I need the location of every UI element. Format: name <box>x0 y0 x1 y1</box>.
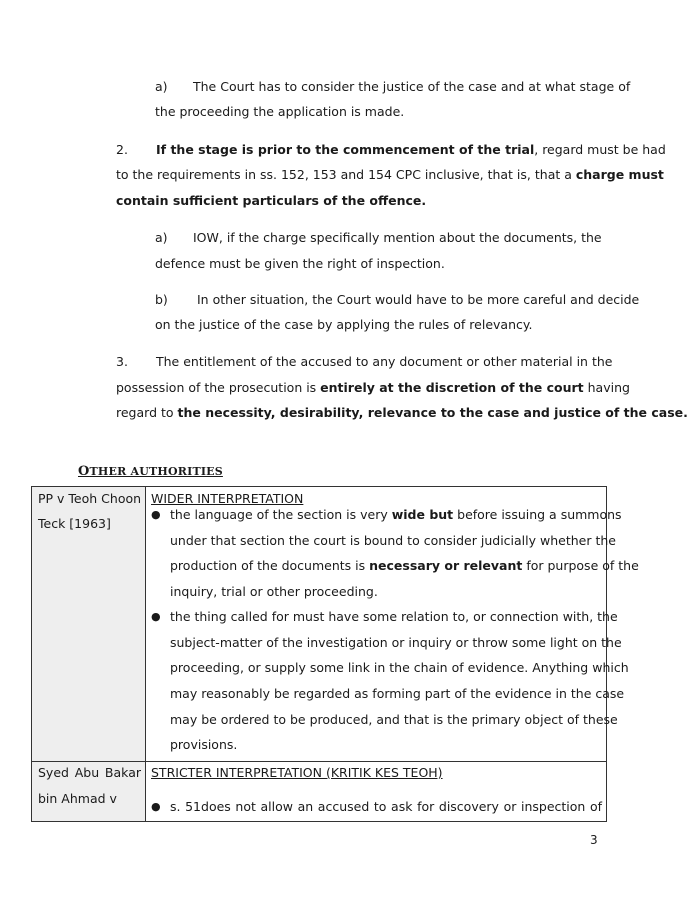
wider-b1-line3 <box>170 558 639 574</box>
wider-b1-line4: inquiry, trial or other proceeding. <box>170 584 378 599</box>
page-number: 3 <box>590 833 598 847</box>
case-syed-line1: Syed Abu Bakar <box>38 765 141 780</box>
wider-b2-line1: the thing called for must have some relation to, or connection with, the <box>170 609 618 624</box>
stricter-b1-line1: s. 51does not allow an accused to ask for discovery or inspection of <box>170 799 602 814</box>
point3-line2 <box>116 380 630 396</box>
point2-number: 2. <box>116 142 128 157</box>
case-teoh-line1: PP v Teoh Choon <box>38 491 142 506</box>
bullet-icon: ● <box>151 508 161 521</box>
para-a-line1: The Court has to consider the justice of the case and at what stage of <box>193 79 631 94</box>
point2-line3 <box>116 193 426 209</box>
wider-interpretation-title: WIDER INTERPRETATION <box>151 491 304 506</box>
other-authorities-heading <box>78 464 223 479</box>
point2-line3-bold: contain sufficient particulars of the offence. <box>116 193 427 208</box>
wider-b2-line4: may reasonably be regarded as forming part of the evidence in the case <box>170 686 625 701</box>
interpretation-cell-wider <box>146 487 639 762</box>
case-cell-teoh <box>32 487 146 762</box>
table-row <box>32 487 607 762</box>
wider-b1-l3-a: production of the documents is <box>170 558 370 573</box>
marker-2b: b) <box>155 292 168 307</box>
interpretation-cell-stricter <box>146 762 607 822</box>
point2-line2-text: to the requirements in ss. 152, 153 and 154 CPC inclusive, that is, that a <box>116 167 576 182</box>
bullet-icon: ● <box>151 610 161 623</box>
heading-rest: THER AUTHORITIES <box>89 465 223 478</box>
case-cell-syed <box>32 762 146 822</box>
stricter-interpretation-title: STRICTER INTERPRETATION (KRITIK KES TEOH) <box>151 765 443 780</box>
point2-line2-bold: charge must <box>575 167 664 182</box>
para-2b-line1: In other situation, the Court would have to be more careful and decide <box>197 292 640 307</box>
wider-b1-l3-b: for purpose of the <box>522 558 639 573</box>
wider-b1-line2: under that section the court is bound to consider judicially whether the <box>170 533 616 548</box>
point3-line1: The entitlement of the accused to any document or other material in the <box>156 354 613 369</box>
para-2b-line2: on the justice of the case by applying the rules of relevancy. <box>155 317 533 332</box>
point2-line1 <box>156 142 666 158</box>
wider-b2-line2: subject-matter of the investigation or inquiry or throw some light on the <box>170 635 622 650</box>
wider-b2-line3: proceeding, or supply some link in the chain of evidence. Anything which <box>170 660 629 675</box>
point3-line2-end: having <box>583 380 630 395</box>
wider-b2-line6: provisions. <box>170 737 238 752</box>
marker-a: a) <box>155 79 168 94</box>
table-row <box>32 762 607 822</box>
wider-b1-l1-a: the language of the section is very <box>170 507 392 522</box>
para-2a-line1: IOW, if the charge specifically mention about the documents, the <box>193 230 602 245</box>
para-2a-line2: defence must be given the right of inspection. <box>155 256 445 271</box>
case-syed-line2: bin Ahmad v <box>38 791 117 806</box>
wider-b1-l3-bold: necessary or relevant <box>369 558 523 573</box>
heading-initial: O <box>78 464 90 479</box>
point2-bold1: If the stage is prior to the commencement of the trial <box>156 142 535 157</box>
para-a-line2: the proceeding the application is made. <box>155 104 405 119</box>
wider-b1-l1-bold: wide but <box>391 507 454 522</box>
case-teoh-line2: Teck [1963] <box>38 516 111 531</box>
point3-line2-text: possession of the prosecution is <box>116 380 321 395</box>
point2-text1: , regard must be had <box>534 142 666 157</box>
point2-line2 <box>116 167 664 183</box>
authorities-table <box>31 486 639 822</box>
point3-line3 <box>116 405 688 421</box>
point3-number: 3. <box>116 354 128 369</box>
wider-b1-l1-b: before issuing a summons <box>453 507 622 522</box>
point3-line3-bold: the necessity, desirability, relevance to the case and justice of the case. <box>177 405 688 420</box>
bullet-icon: ● <box>151 800 161 813</box>
wider-b2-line5: may be ordered to be produced, and that is the primary object of these <box>170 712 618 727</box>
wider-b1-line1 <box>170 507 622 523</box>
marker-2a: a) <box>155 230 168 245</box>
point3-line2-bold: entirely at the discretion of the court <box>320 380 584 395</box>
point3-line3-text: regard to <box>116 405 178 420</box>
